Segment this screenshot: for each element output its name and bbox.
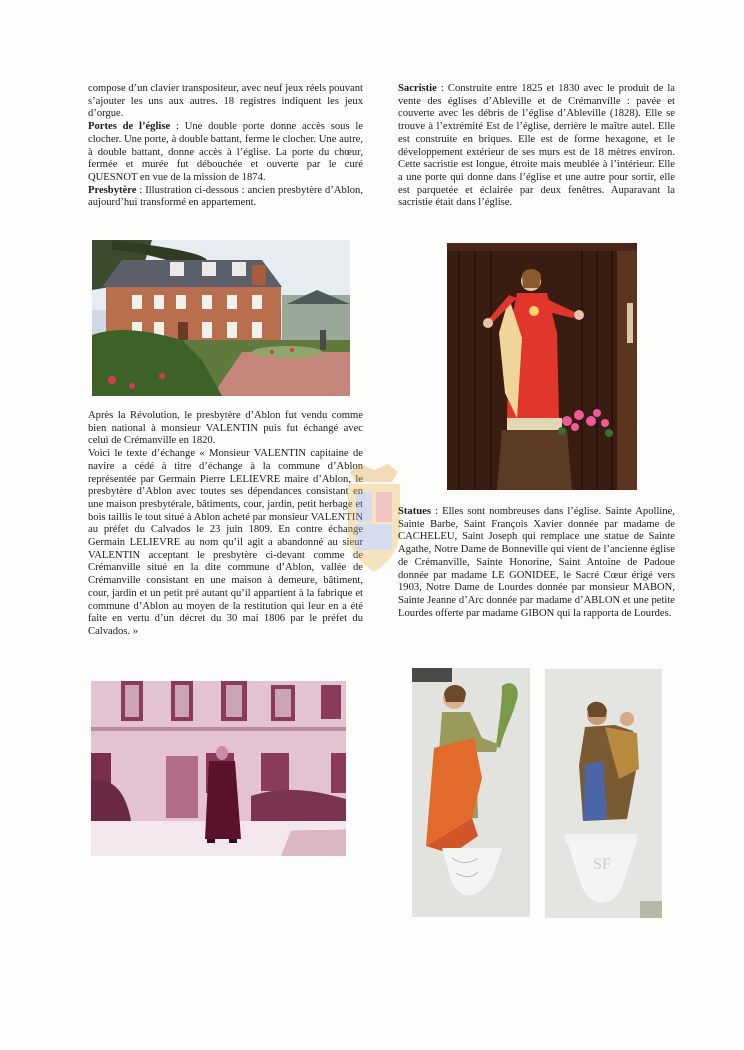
organ-paragraph: compose d’un clavier transpositeur, avec neuf jeux réels pouvant s’ajouter les uns aux autres. 18 registres indiquent les jeux d’orgue. [88,83,363,120]
saint-with-palm-statue-photo [412,668,530,917]
statues-label: Statues [398,506,431,517]
statues-text: : Elles sont nombreuses dans l’église. Sainte Apolline, Sainte Barbe, Saint François Xavier donnée par madame de CACHELEU, Saint Joseph qui remplace une statue de Sainte Agathe, Notre Dame de Bonneville qui vient de l’ancienne église de Crémanville, Sainte Honorine, Saint Antoine de Padoue donnée par madame LE GONIDEE, le Sacré Cœur érigé vers 1903, Notre Dame de Lourdes donnée par monsieur MABON, Sainte Jeanne d’Arc donnée par madame d’ABLON et une petite Lourdes offerte par madame GIBON qui la rapporta de Lourdes. [398,506,675,619]
text-column-right-middle [398,506,675,620]
doors-paragraph [88,121,363,185]
text-column-left-middle [88,410,363,639]
presbytery-label: Presbytère [88,184,137,196]
saint-joseph-statue-photo [545,669,662,918]
old-presbytery-priest-photo [91,681,346,856]
presbytery-text: : Illustration ci-dessous : ancien presbytère d’Ablon, aujourd’hui transformé en appartement. [88,184,363,209]
text-column-left-top [88,83,363,210]
exchange-text-paragraph: Voici le texte d’échange « Monsieur VALENTIN capitaine de navire a cédé à titre d’échange à la commune d’Ablon représentée par Germain Pierre LELIEVRE maire d’Ablon, le presbytère d’Ablon avec toutes ses dépendances consistant en une maison presbytérale, bâtiments, cour, jardin, petit herbage et bois taillis le tout situé à Ablon acheté par monsieur VALENTIN au préfet du Calvados le 23 juin 1809. En contre échange Germain LELIEVRE au nom qu’il agit a abandonné au sieur VALENTIN acceptant le presbytère ci-devant comme de Crémanville situé en la dite commune d’Ablon, vallée de Crémanville consistant en une maison à demeure, bâtiment, cour, jardin et un petit pré autant qu’il appartient à la fabrique et commune d’Ablon au moyen de la restitution qui leur en a été faite en vertu d’un décret du 30 mai 1806 par le préfet du Calvados. » [88,448,363,637]
doors-label: Portes de l’église [88,121,171,133]
statues-paragraph [398,506,675,620]
text-column-right-top [398,83,675,210]
presbytery-photo [92,240,350,396]
sacristy-paragraph [398,83,675,210]
presbytery-paragraph [88,185,363,210]
sacristy-label: Sacristie [398,83,437,94]
sacred-heart-statue-photo [447,243,637,490]
plinth-initials: SF [593,856,611,873]
sacristy-text: : Construite entre 1825 et 1830 avec le produit de la vente des églises d’Ableville et de Crémanville : pavée et couverte avec les débris de l’église d’Ableville (1828). Elle se trouve à l’extrémité Est de l’église, derrière le maître autel. Elle est construite en briques. Elle est de forme hexagone, et le développement extérieur de ses murs est de 18 mètres environ. Cette sacristie est longue, étroite mais meublée à l’intérieur. Elle a une porte qui donne dans l’église et une autre pour sortir, elle est parquetée et éclairée par deux fenêtres. Auparavant la sacristie était dans l’église. [398,83,675,209]
revolution-paragraph: Après la Révolution, le presbytère d’Ablon fut vendu comme bien national à monsieur VALENTIN puis fut échangé avec celui de Crémanville en 1820. [88,410,363,447]
doors-text: : Une double porte donne accès sous le clocher. Une porte, à double battant, ferme le clocher. Une autre, à double battant, donne accès à l’église. La porte du chœur, fermée et murée fut débouchée et ouverte par le curé QUESNOT en vue de la mission de 1874. [88,121,363,183]
